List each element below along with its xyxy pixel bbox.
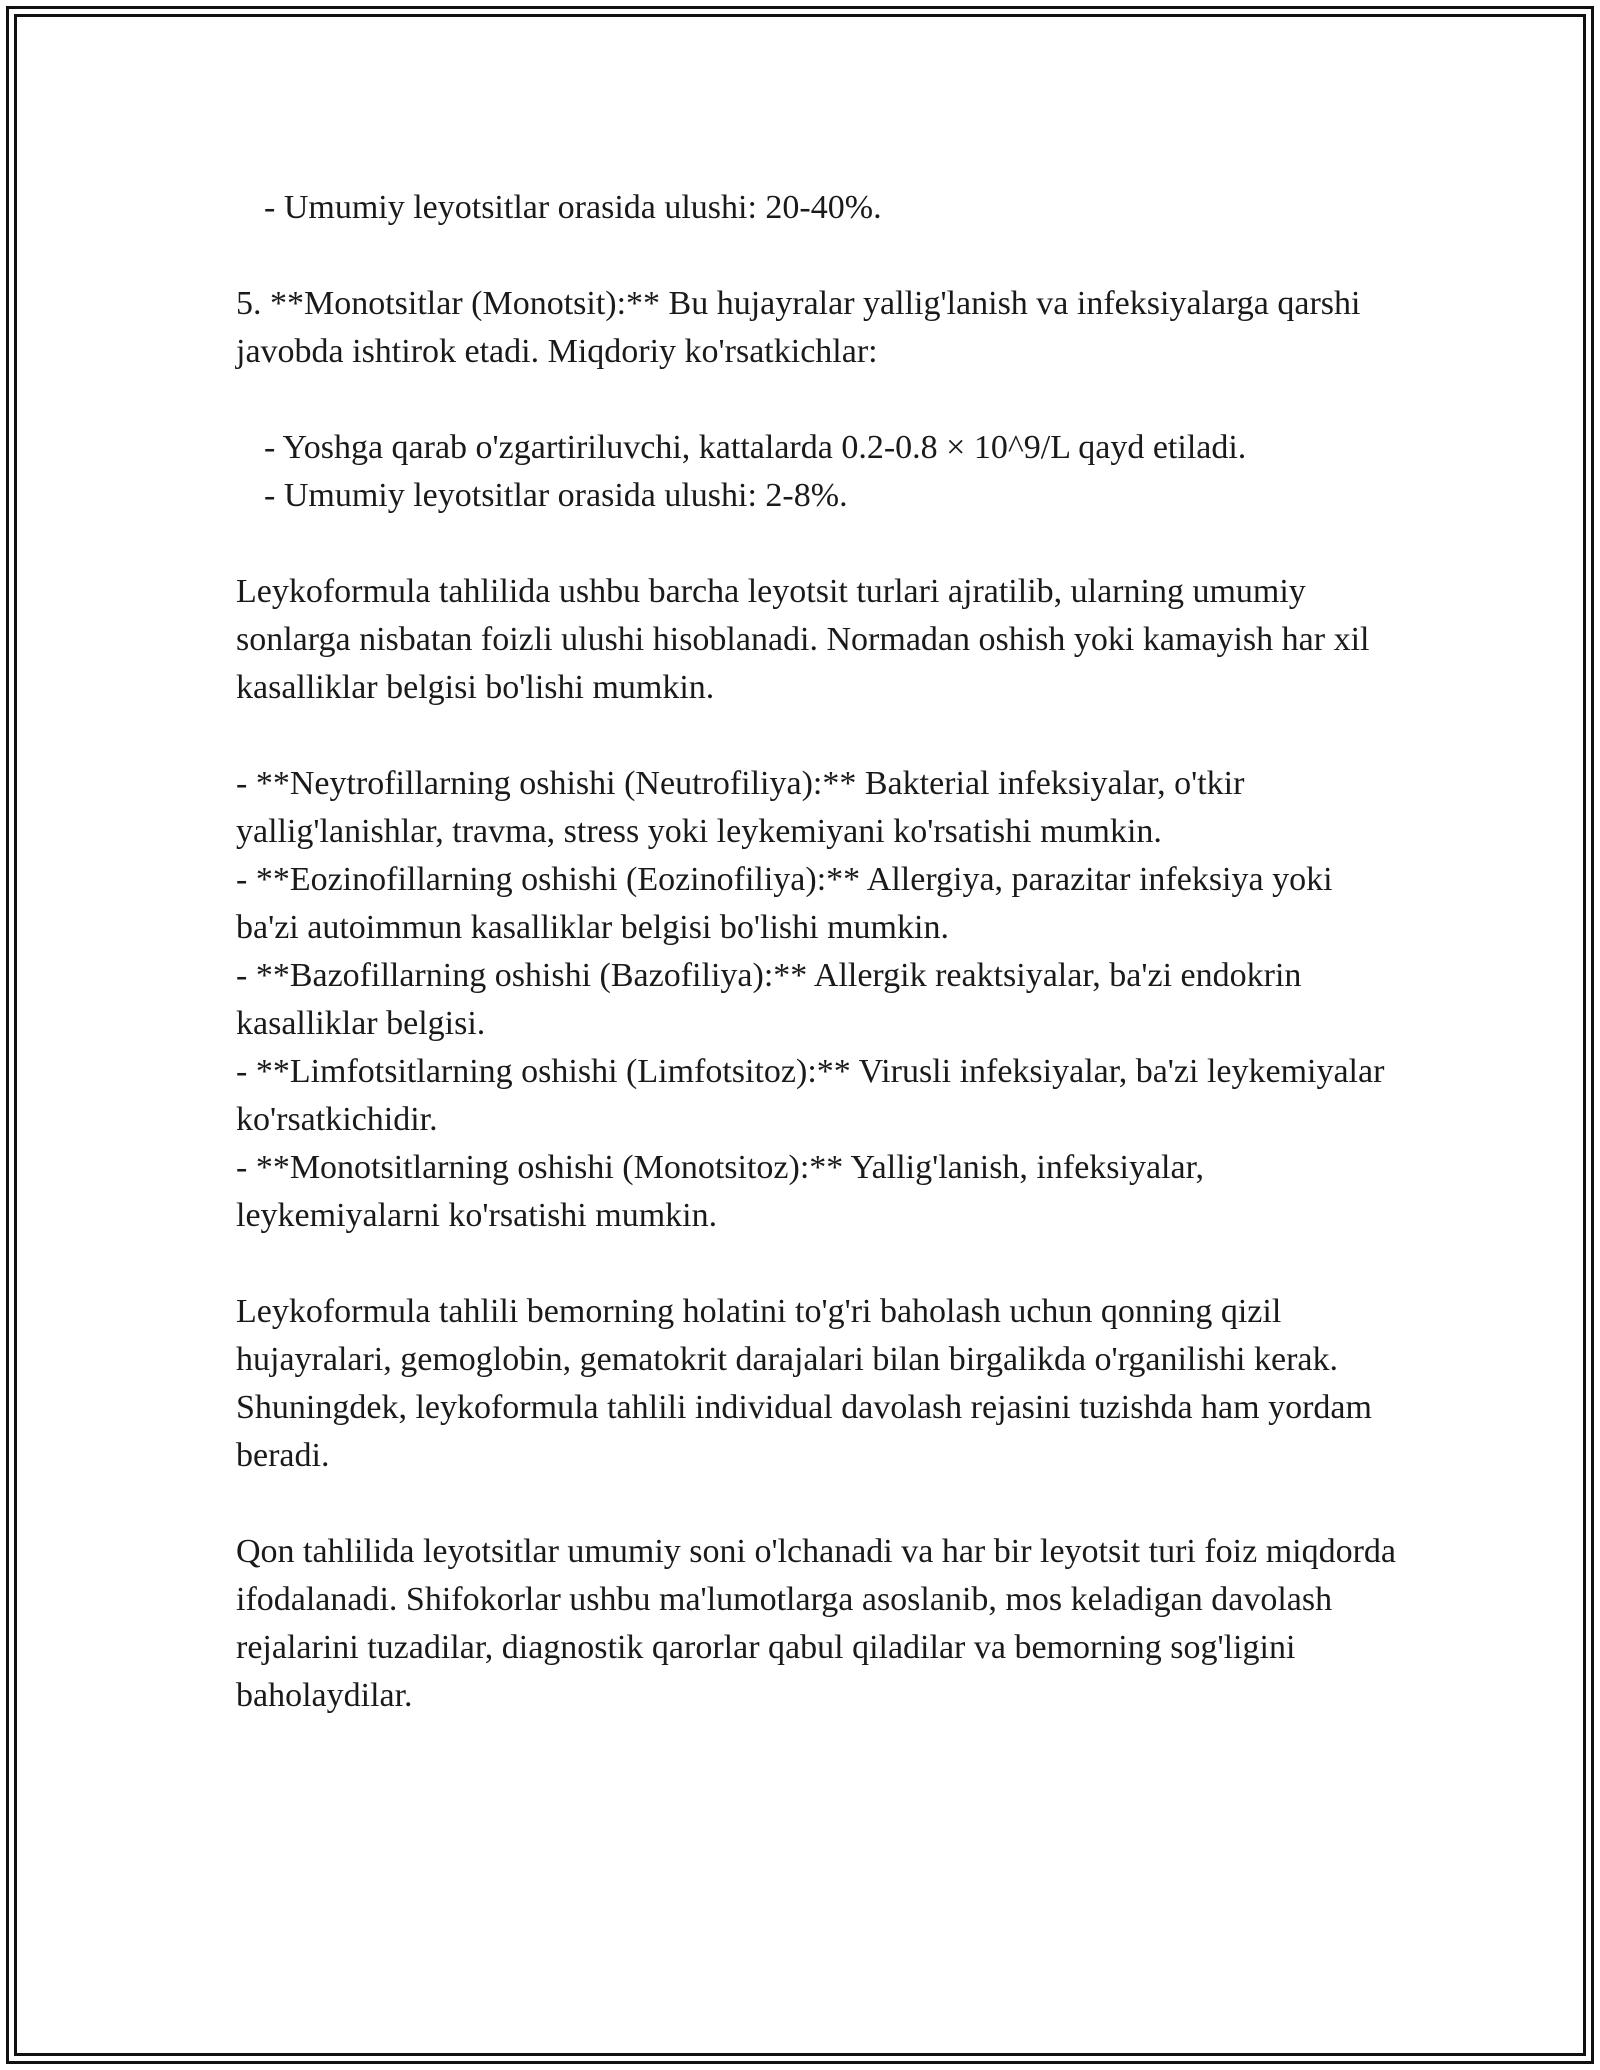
paragraph: - **Limfotsitlarning oshishi (Limfotsitoz):** Virusli infeksiyalar, ba'zi leykemiyalar ko'rsatkichidir. <box>236 1053 1385 1138</box>
spacer <box>236 520 1396 568</box>
paragraph: 5. **Monotsitlar (Monotsit):** Bu hujayralar yallig'lanish va infeksiyalarga qarshi javobda ishtirok etadi. Miqdoriy ko'rsatkichlar: <box>236 285 1361 370</box>
spacer <box>236 232 1396 280</box>
paragraph: - Yoshga qarab o'zgartiriluvchi, kattalarda 0.2-0.8 × 10^9/L qayd etiladi. <box>264 429 1247 466</box>
paragraph: - Umumiy leyotsitlar orasida ulushi: 2-8%. <box>264 477 848 514</box>
paragraph: - **Bazofillarning oshishi (Bazofiliya):** Allergik reaktsiyalar, ba'zi endokrin kasalliklar belgisi. <box>236 957 1302 1042</box>
paragraph: - Umumiy leyotsitlar orasida ulushi: 20-40%. <box>264 189 882 226</box>
paragraph: - **Monotsitlarning oshishi (Monotsitoz):** Yallig'lanish, infeksiyalar, leykemiyalarni ko'rsatishi mumkin. <box>236 1149 1205 1234</box>
paragraph: Leykoformula tahlilida ushbu barcha leyotsit turlari ajratilib, ularning umumiy sonlarga nisbatan foizli ulushi hisoblanadi. Normadan oshish yoki kamayish har xil kasalliklar belgisi bo'lishi mumkin. <box>236 573 1370 706</box>
paragraph: Qon tahlilida leyotsitlar umumiy soni o'lchanadi va har bir leyotsit turi foiz miqdorda ifodalanadi. Shifokorlar ushbu ma'lumotlarga asoslanib, mos keladigan davolash rejalarini tuzadilar, diagnostik qarorlar qabul qiladilar va bemorning sog'ligini baholaydilar. <box>236 1533 1397 1714</box>
spacer <box>236 376 1396 424</box>
paragraph: - **Neytrofillarning oshishi (Neutrofiliya):** Bakterial infeksiyalar, o'tkir yallig'lanishlar, travma, stress yoki leykemiyani ko'rsatishi mumkin. <box>236 765 1245 850</box>
document-body <box>236 184 1396 1720</box>
spacer <box>236 712 1396 760</box>
spacer <box>236 1240 1396 1288</box>
paragraph: - **Eozinofillarning oshishi (Eozinofiliya):** Allergiya, parazitar infeksiya yoki ba'zi autoimmun kasalliklar belgisi bo'lishi mumkin. <box>236 861 1333 946</box>
paragraph: Leykoformula tahlili bemorning holatini to'g'ri baholash uchun qonning qizil hujayralari, gemoglobin, gematokrit darajalari bilan birgalikda o'rganilishi kerak. Shuningdek, leykoformula tahlili individual davolash rejasini tuzishda ham yordam beradi. <box>236 1293 1372 1474</box>
spacer <box>236 1480 1396 1528</box>
